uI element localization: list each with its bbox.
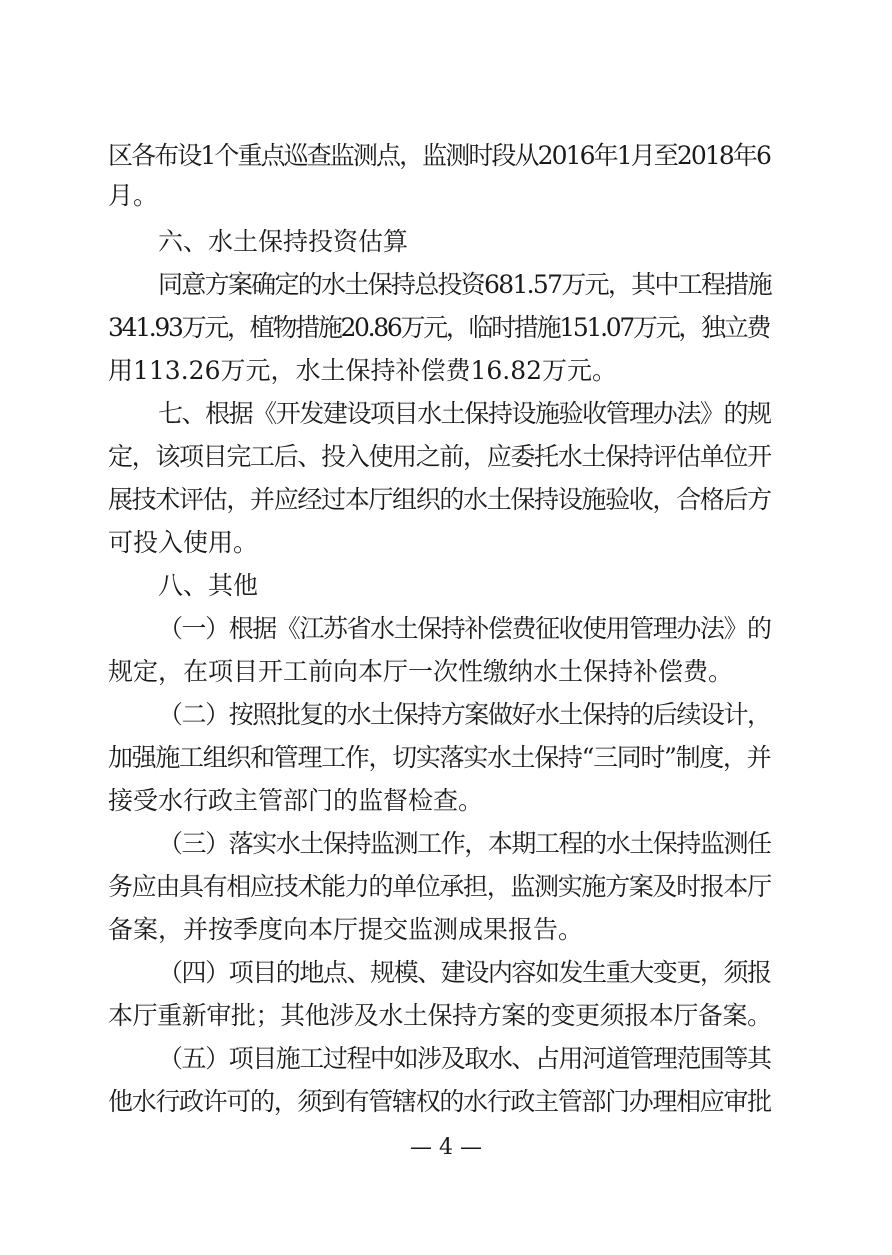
text-line: （三）落实水土保持监测工作，本期工程的水土保持监测任 — [158, 829, 771, 858]
text-line: 本厅重新审批；其他涉及水土保持方案的变更须报本厅备案。 — [108, 1001, 772, 1030]
text-line: （二）按照批复的水土保持方案做好水土保持的后续设计， — [158, 700, 771, 729]
page-number: — 4 — — [410, 1135, 482, 1160]
text-line: 341.93万元，植物措施20.86万元，临时措施151.07万元，独立费 — [108, 313, 770, 342]
text-line: 定，该项目完工后、投入使用之前，应委托水土保持评估单位开 — [108, 442, 771, 471]
text-line: 同意方案确定的水土保持总投资681.57万元，其中工程措施 — [158, 270, 771, 299]
text-line: 规定，在项目开工前向本厅一次性缴纳水土保持补偿费。 — [108, 657, 734, 686]
text-line: 他水行政许可的，须到有管辖权的水行政主管部门办理相应审批 — [108, 1087, 771, 1116]
text-line: 月。 — [108, 181, 159, 210]
text-line: （一）根据《江苏省水土保持补偿费征收使用管理办法》的 — [158, 614, 771, 643]
text-line: （四）项目的地点、规模、建设内容如发生重大变更，须报 — [158, 958, 771, 987]
text-line: 加强施工组织和管理工作，切实落实水土保持“三同时”制度，并 — [108, 743, 771, 772]
text-line: 备案，并按季度向本厅提交监测成果报告。 — [108, 915, 584, 944]
text-line: 可投入使用。 — [108, 528, 259, 557]
text-line: 用113.26万元，水土保持补偿费16.82万元。 — [108, 356, 618, 385]
section-heading: 六、水土保持投资估算 — [158, 227, 409, 256]
text-line: 七、根据《开发建设项目水土保持设施验收管理办法》的规 — [158, 399, 771, 428]
section-heading: 八、其他 — [158, 571, 259, 600]
text-line: 展技术评估，并应经过本厅组织的水土保持设施验收，合格后方 — [108, 485, 771, 514]
text-line: 区各布设1个重点巡查监测点，监测时段从2016年1月至2018年6 — [108, 141, 770, 170]
text-line: 务应由具有相应技术能力的单位承担，监测实施方案及时报本厅 — [108, 872, 771, 901]
text-line: 接受水行政主管部门的监督检查。 — [108, 786, 484, 815]
text-line: （五）项目施工过程中如涉及取水、占用河道管理范围等其 — [158, 1044, 771, 1073]
